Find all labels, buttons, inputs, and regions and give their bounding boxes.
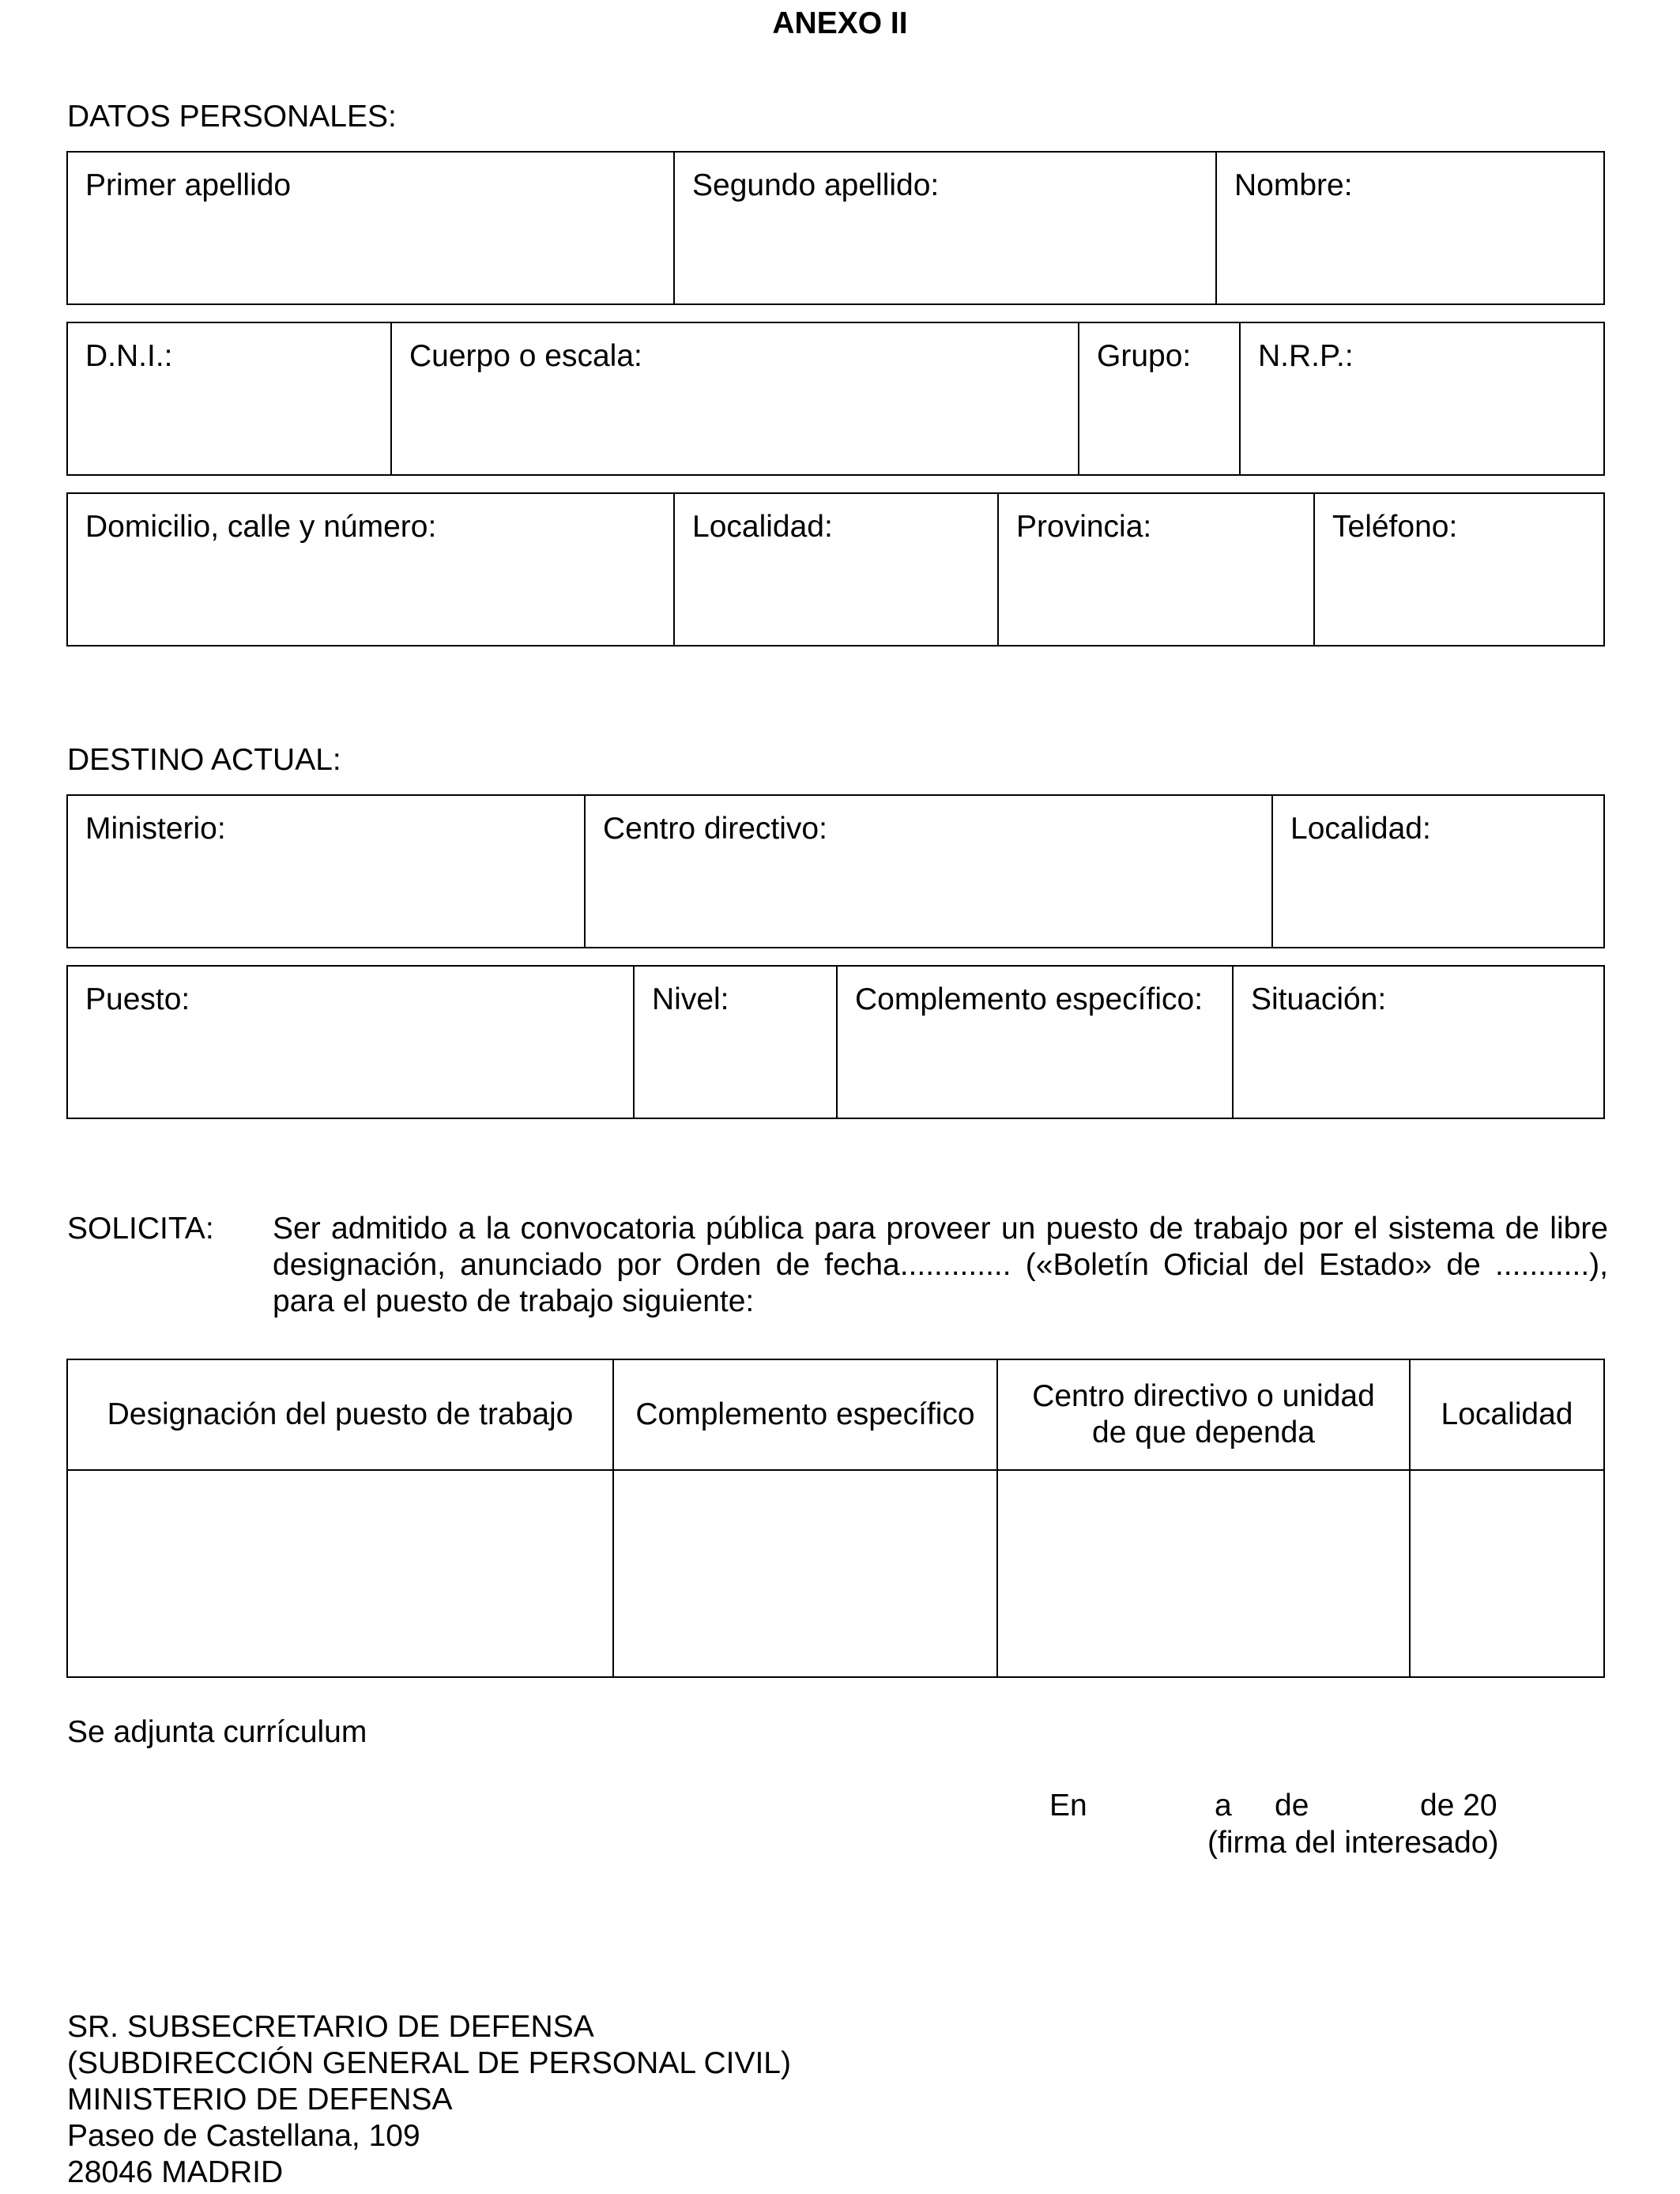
destinatario-line-3: MINISTERIO DE DEFENSA	[67, 2083, 453, 2117]
datos-personales-row2	[66, 322, 1605, 476]
page-title: ANEXO II	[772, 6, 908, 40]
destino-actual-heading: DESTINO ACTUAL:	[67, 743, 341, 777]
col-designacion-header: Designación del puesto de trabajo	[67, 1359, 613, 1470]
destino-actual-row2	[66, 965, 1605, 1119]
localidad-field[interactable]	[674, 493, 998, 646]
domicilio-label: Domicilio, calle y número:	[85, 510, 437, 544]
grupo-field[interactable]	[1079, 322, 1240, 475]
dni-label: D.N.I.:	[85, 339, 173, 373]
nombre-field[interactable]	[1216, 152, 1604, 304]
provincia-field[interactable]	[998, 493, 1314, 646]
puesto-table	[66, 1359, 1605, 1678]
localidad-label: Localidad:	[692, 510, 833, 544]
designacion-cell[interactable]	[67, 1470, 613, 1677]
fecha-de-20: de 20	[1420, 1789, 1497, 1823]
primer-apellido-field[interactable]	[67, 152, 674, 304]
solicita-text: Ser admitido a la convocatoria pública para proveer un puesto de trabajo por el sistema de libre designación, anunciado por Orden de fecha............. («Boletín Oficial del Estado» de ...........), para el puesto de trabajo siguiente:	[273, 1212, 1608, 1318]
nrp-field[interactable]	[1240, 322, 1604, 475]
situacion-label: Situación:	[1251, 982, 1387, 1016]
segundo-apellido-field[interactable]	[674, 152, 1216, 304]
datos-personales-heading: DATOS PERSONALES:	[67, 100, 397, 134]
destinatario-block	[67, 2009, 791, 2191]
nivel-field[interactable]	[634, 966, 837, 1118]
ministerio-field[interactable]	[67, 795, 585, 948]
provincia-label: Provincia:	[1016, 510, 1152, 544]
nrp-label: N.R.P.:	[1258, 339, 1354, 373]
destinatario-line-5: 28046 MADRID	[67, 2155, 284, 2189]
cuerpo-escala-label: Cuerpo o escala:	[409, 339, 642, 373]
datos-personales-row1	[66, 151, 1605, 305]
dni-field[interactable]	[67, 322, 391, 475]
destino-actual-row1	[66, 794, 1605, 948]
centro-directivo-field[interactable]	[585, 795, 1272, 948]
telefono-field[interactable]	[1314, 493, 1604, 646]
fecha-en: En	[1049, 1789, 1087, 1823]
grupo-label: Grupo:	[1097, 339, 1192, 373]
primer-apellido-label: Primer apellido	[85, 168, 292, 202]
destinatario-line-4: Paseo de Castellana, 109	[67, 2119, 420, 2153]
centro-cell[interactable]	[997, 1470, 1410, 1677]
complemento-cell[interactable]	[613, 1470, 997, 1677]
adjunta-curriculum: Se adjunta currículum	[67, 1715, 367, 1749]
centro-directivo-label: Centro directivo:	[603, 812, 827, 846]
datos-personales-row3	[66, 492, 1605, 647]
ministerio-label: Ministerio:	[85, 812, 226, 846]
puesto-table-header-row	[67, 1359, 1604, 1470]
nivel-label: Nivel:	[652, 982, 729, 1016]
col-centro-header: Centro directivo o unidad de que dependa	[997, 1359, 1410, 1470]
complemento-especifico-field[interactable]	[837, 966, 1233, 1118]
cuerpo-escala-field[interactable]	[391, 322, 1079, 475]
solicita-label: SOLICITA:	[67, 1212, 214, 1246]
fecha-a: a	[1215, 1789, 1232, 1823]
firma-interesado: (firma del interesado)	[1207, 1826, 1499, 1860]
segundo-apellido-label: Segundo apellido:	[692, 168, 940, 202]
localidad-cell[interactable]	[1410, 1470, 1604, 1677]
telefono-label: Teléfono:	[1332, 510, 1458, 544]
destino-localidad-label: Localidad:	[1290, 812, 1431, 846]
destinatario-line-1: SR. SUBSECRETARIO DE DEFENSA	[67, 2010, 594, 2044]
complemento-especifico-label: Complemento específico:	[855, 982, 1203, 1016]
fecha-de: de	[1275, 1789, 1309, 1823]
destino-localidad-field[interactable]	[1272, 795, 1604, 948]
puesto-label: Puesto:	[85, 982, 190, 1016]
nombre-label: Nombre:	[1234, 168, 1353, 202]
situacion-field[interactable]	[1233, 966, 1604, 1118]
puesto-field[interactable]	[67, 966, 634, 1118]
puesto-table-entry-row	[67, 1470, 1604, 1677]
domicilio-field[interactable]	[67, 493, 674, 646]
col-complemento-header: Complemento específico	[613, 1359, 997, 1470]
col-localidad-header: Localidad	[1410, 1359, 1604, 1470]
destinatario-line-2: (SUBDIRECCIÓN GENERAL DE PERSONAL CIVIL)	[67, 2046, 791, 2080]
